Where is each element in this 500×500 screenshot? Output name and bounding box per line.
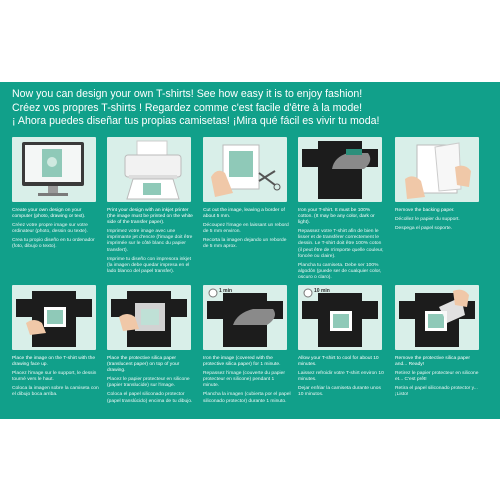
step-5-text-es: Despega el papel soporte.	[395, 226, 453, 232]
step-10-image	[395, 285, 479, 350]
step-3-caption	[203, 208, 291, 254]
step-8-timer: 1 min	[219, 288, 233, 294]
step-8-image	[203, 285, 287, 350]
step-5-image	[395, 137, 479, 202]
step-8-text-es: Plancha la imagen (cubierta por el papel siliconado protector) durante 1 minuto.	[203, 392, 291, 404]
step-9-text-es: Dejar enfriar la camiseta durante unos 10 minutos.	[298, 386, 381, 398]
step-6-text-es: Coloca la imagen sobre la camiseta con el dibujo boca arriba.	[12, 386, 99, 398]
inkjet-printer-icon	[107, 137, 191, 202]
step-1-text-fr: Créez votre propre image sur votre ordinateur (photo, dessin ou texte).	[12, 223, 88, 235]
step-7-image	[107, 285, 191, 350]
step-7-caption	[107, 356, 195, 408]
step-9-caption	[298, 356, 386, 402]
step-7-text-es: Coloca el papel siliconado protector (papel translúcido) encima de tu dibujo.	[107, 392, 193, 404]
place-image-icon	[12, 285, 96, 350]
step-6-text-en: Place the image on the T-shirt with the drawing face up.	[12, 356, 96, 368]
step-2-text-es: Imprime tu diseño con impresora inkjet (la imagen debe quedar impresa en el lado blanco del papel transfer).	[107, 256, 191, 274]
step-2-caption	[107, 208, 195, 278]
peel-paper-icon	[395, 137, 479, 202]
step-2-text-fr: Imprimez votre image avec une imprimante jet d'encre (l'image doit être imprimée sur le côté blanc du papier transfert).	[107, 229, 193, 253]
step-9-text-fr: Laissez refroidir votre T-shirt environ 10 minutes.	[298, 371, 384, 383]
step-10-text-es: Retira el papel siliconado protector y...¡Listo!	[395, 386, 478, 398]
step-3-image	[203, 137, 287, 202]
step-4-text-en: Iron your T-shirt. It must be 100% cotton. (It may be any color, dark or light).	[298, 208, 375, 226]
step-8-text-fr: Repassez l'image (couverte du papier protecteur en silicone) pendant 1 minute.	[203, 371, 285, 389]
step-4-image	[298, 137, 382, 202]
step-9-timer: 10 min	[314, 288, 330, 294]
page-header	[12, 88, 490, 129]
step-4-text-es: Plancha tu camiseta. Debe ser 100% algodón (puede ser de cualquier color, oscuro o claro).	[298, 262, 382, 280]
step-7-text-fr: Placez le papier protecteur en silicone (papier translucide) sur l'image.	[107, 377, 190, 389]
step-3-text-fr: Découpez l'image en laissant un rebord de 5 mm environ.	[203, 223, 289, 235]
step-9-image	[298, 285, 382, 350]
step-3-text-en: Cut out the image, leaving a border of about 5 mm.	[203, 208, 285, 220]
step-10-caption	[395, 356, 483, 402]
step-10-text-fr: Retirez le papier protecteur en silicone et... C'est prêt!	[395, 371, 479, 383]
step-5-text-fr: Décollez le papier du support.	[395, 217, 460, 223]
step-9-text-en: Allow your T-shirt to cool for about 10 minutes.	[298, 356, 379, 368]
header-line-english: Now you can design your own T-shirts! See how easy it is to enjoy fashion!	[12, 88, 363, 100]
cooling-timer-icon	[298, 285, 382, 350]
computer-monitor-icon	[12, 137, 96, 202]
header-line-spanish: ¡ Ahora puedes diseñar tus propias camisetas! ¡Mira qué fácil es vivir tu moda!	[12, 115, 380, 127]
step-6-image	[12, 285, 96, 350]
step-5-text-en: Remove the backing paper.	[395, 208, 455, 213]
step-7-text-en: Place the protective silica paper (translucent paper) on top of your drawing.	[107, 356, 180, 374]
iron-icon	[298, 137, 382, 202]
step-4-caption	[298, 208, 386, 284]
step-4-text-fr: Repassez votre T-shirt afin de bien le lisser et de transférer correctement le dessin. Le T-shirt doit être 100% coton (il peut être de n'importe quelle couleur, foncée ou claire).	[298, 229, 384, 259]
step-8-text-en: Iron the image (covered with the protective silica paper) for 1 minute.	[203, 356, 281, 368]
step-1-image	[12, 137, 96, 202]
scissors-icon	[203, 137, 287, 202]
step-3-text-es: Recorta la imagen dejando un reborde de 5 mm aprox.	[203, 238, 287, 250]
header-line-french: Créez vos propres T-shirts ! Regardez comme c'est facile d'être à la mode!	[12, 101, 363, 114]
step-2-text-en: Print your design with an inkjet printer (the image must be printed on the white side of the transfer paper).	[107, 208, 193, 226]
step-6-caption	[12, 356, 100, 402]
step-1-text-es: Crea tu propio diseño en tu ordenador (foto, dibujo o texto).	[12, 238, 95, 250]
step-10-text-en: Remove the protective silica paper and... Ready!	[395, 356, 471, 368]
step-2-image	[107, 137, 191, 202]
step-6-text-fr: Placez l'image sur le support, le dessin tourné vers le haut.	[12, 371, 97, 383]
step-1-text-en: Create your own design on your computer (photo, drawing or text).	[12, 208, 86, 220]
step-5-caption	[395, 208, 483, 235]
iron-timer-icon	[203, 285, 287, 350]
remove-paper-icon	[395, 285, 479, 350]
step-8-caption	[203, 356, 291, 408]
silica-paper-icon	[107, 285, 191, 350]
step-1-caption	[12, 208, 100, 254]
